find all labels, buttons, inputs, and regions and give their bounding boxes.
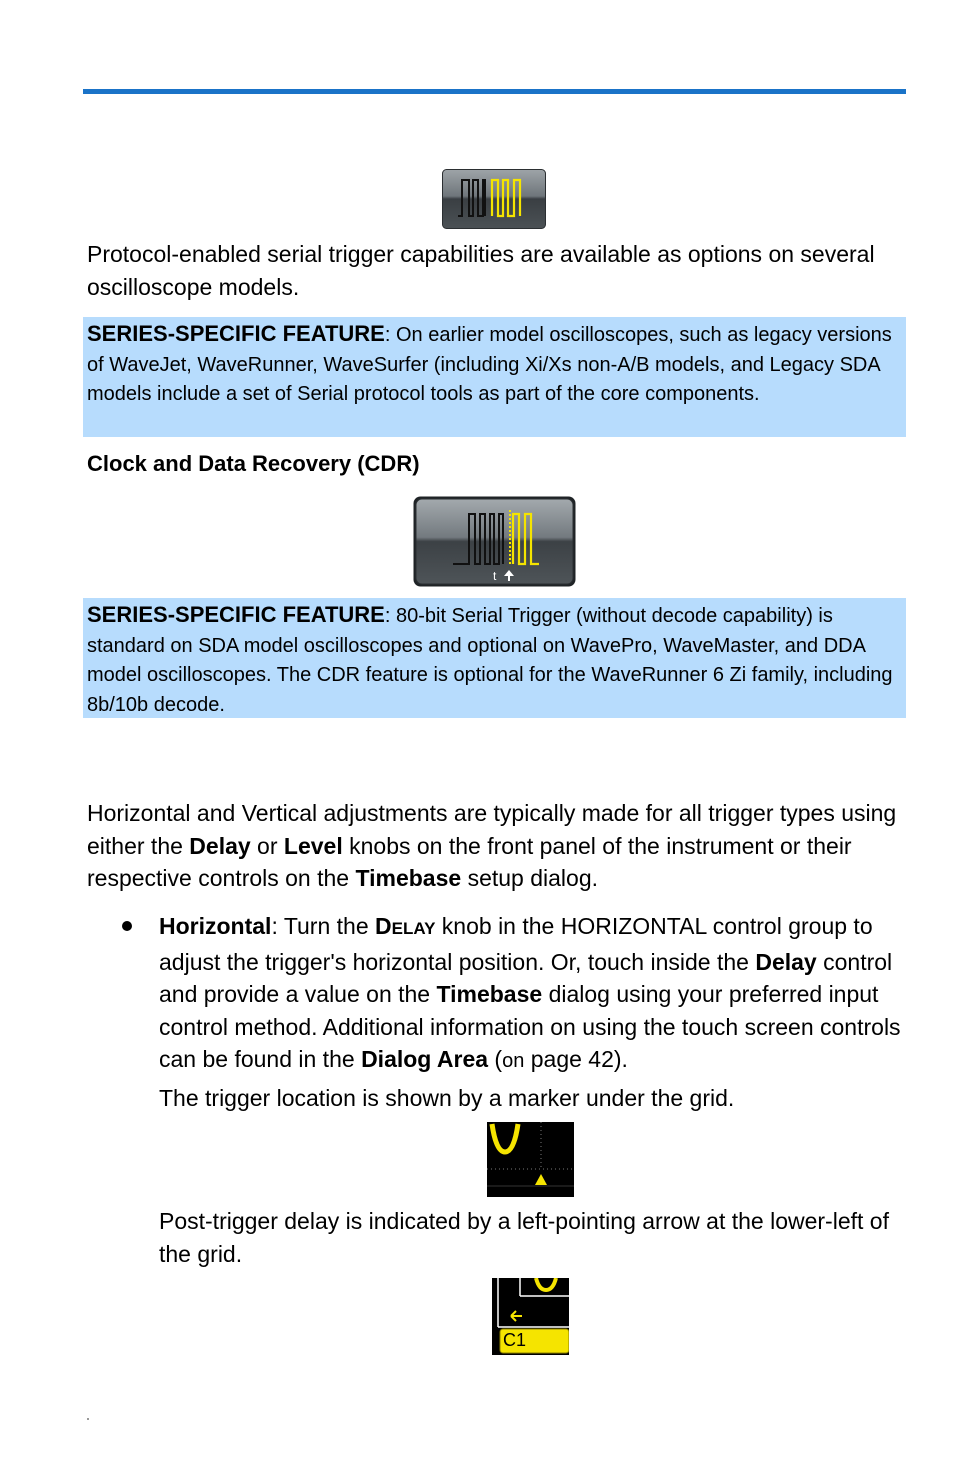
text-run: : Turn the — [271, 913, 376, 939]
text-run: or — [250, 832, 284, 859]
note-text: : 80-bit Serial Trigger (without decode capability) is standard on SDA model oscilloscopes and optional on WavePro, WaveMaster, and DDA model oscilloscopes. The CDR feature is optional for the WaveRunner 6 Zi family, including 8b/10b decode. — [87, 605, 893, 716]
trigger-marker-image — [487, 1122, 574, 1197]
level-term: Level — [283, 832, 343, 859]
post-trigger-arrow-image — [492, 1278, 569, 1355]
delay-knob-initial: D — [375, 913, 392, 939]
serial-trigger-icon — [442, 169, 546, 229]
cdr-trigger-icon — [413, 496, 576, 587]
series-specific-note-1 — [83, 317, 906, 437]
note-text: : On earlier model oscilloscopes, such as legacy versions of WaveJet, WaveRunner, WaveSurfer (including Xi/Xs non-A/B models, and Legacy SDA models include a set of Serial protocol tools as part of the core components. — [87, 324, 892, 406]
trigger-marker-caption: The trigger location is shown by a marker under the grid. — [159, 1085, 735, 1111]
text-run: control and provide a value on the — [159, 948, 893, 1007]
cdr-heading: Clock and Data Recovery (CDR) — [87, 451, 420, 476]
text-run: knob in the HORIZONTAL control group to adjust the trigger's horizontal position. Or, touch inside the — [159, 913, 873, 975]
text-run: ( — [488, 1046, 503, 1072]
text-run: on — [502, 1050, 525, 1072]
horizontal-term: Horizontal — [159, 913, 272, 939]
dialog-area-link[interactable]: Dialog Area — [361, 1046, 489, 1072]
timebase-term: Timebase — [355, 865, 462, 891]
delay-term: Delay — [755, 948, 817, 975]
page-reference: page 42). — [524, 1046, 628, 1072]
note-label: SERIES-SPECIFIC FEATURE — [87, 321, 385, 346]
intro-paragraph: Protocol-enabled serial trigger capabilities are available as options on several oscilloscope models. — [87, 241, 875, 300]
timebase-term: Timebase — [436, 981, 543, 1007]
series-specific-note-2 — [83, 598, 906, 718]
note-label: SERIES-SPECIFIC FEATURE — [87, 602, 385, 627]
delay-term: Delay — [189, 832, 251, 859]
channel-label: C1 — [503, 1330, 527, 1350]
text-run: dialog using your preferred input control method. Additional information on using the touch screen controls can be found in the — [159, 981, 901, 1072]
adjustments-paragraph — [87, 797, 907, 895]
header-rule — [83, 89, 906, 94]
text-run: knobs on the front panel of the instrument or their respective controls on the — [87, 832, 852, 891]
post-trigger-caption: Post-trigger delay is indicated by a left-pointing arrow at the lower-left of the grid. — [159, 1208, 889, 1267]
bullet-marker — [122, 921, 132, 931]
text-run: setup dialog. — [461, 865, 599, 891]
page-dot — [87, 1418, 89, 1420]
horizontal-bullet-text — [159, 910, 904, 1078]
text-run: Horizontal and Vertical adjustments are typically made for all trigger types using either the — [87, 800, 897, 859]
svg-text:t: t — [493, 569, 497, 583]
delay-knob-rest: ELAY — [391, 919, 436, 938]
